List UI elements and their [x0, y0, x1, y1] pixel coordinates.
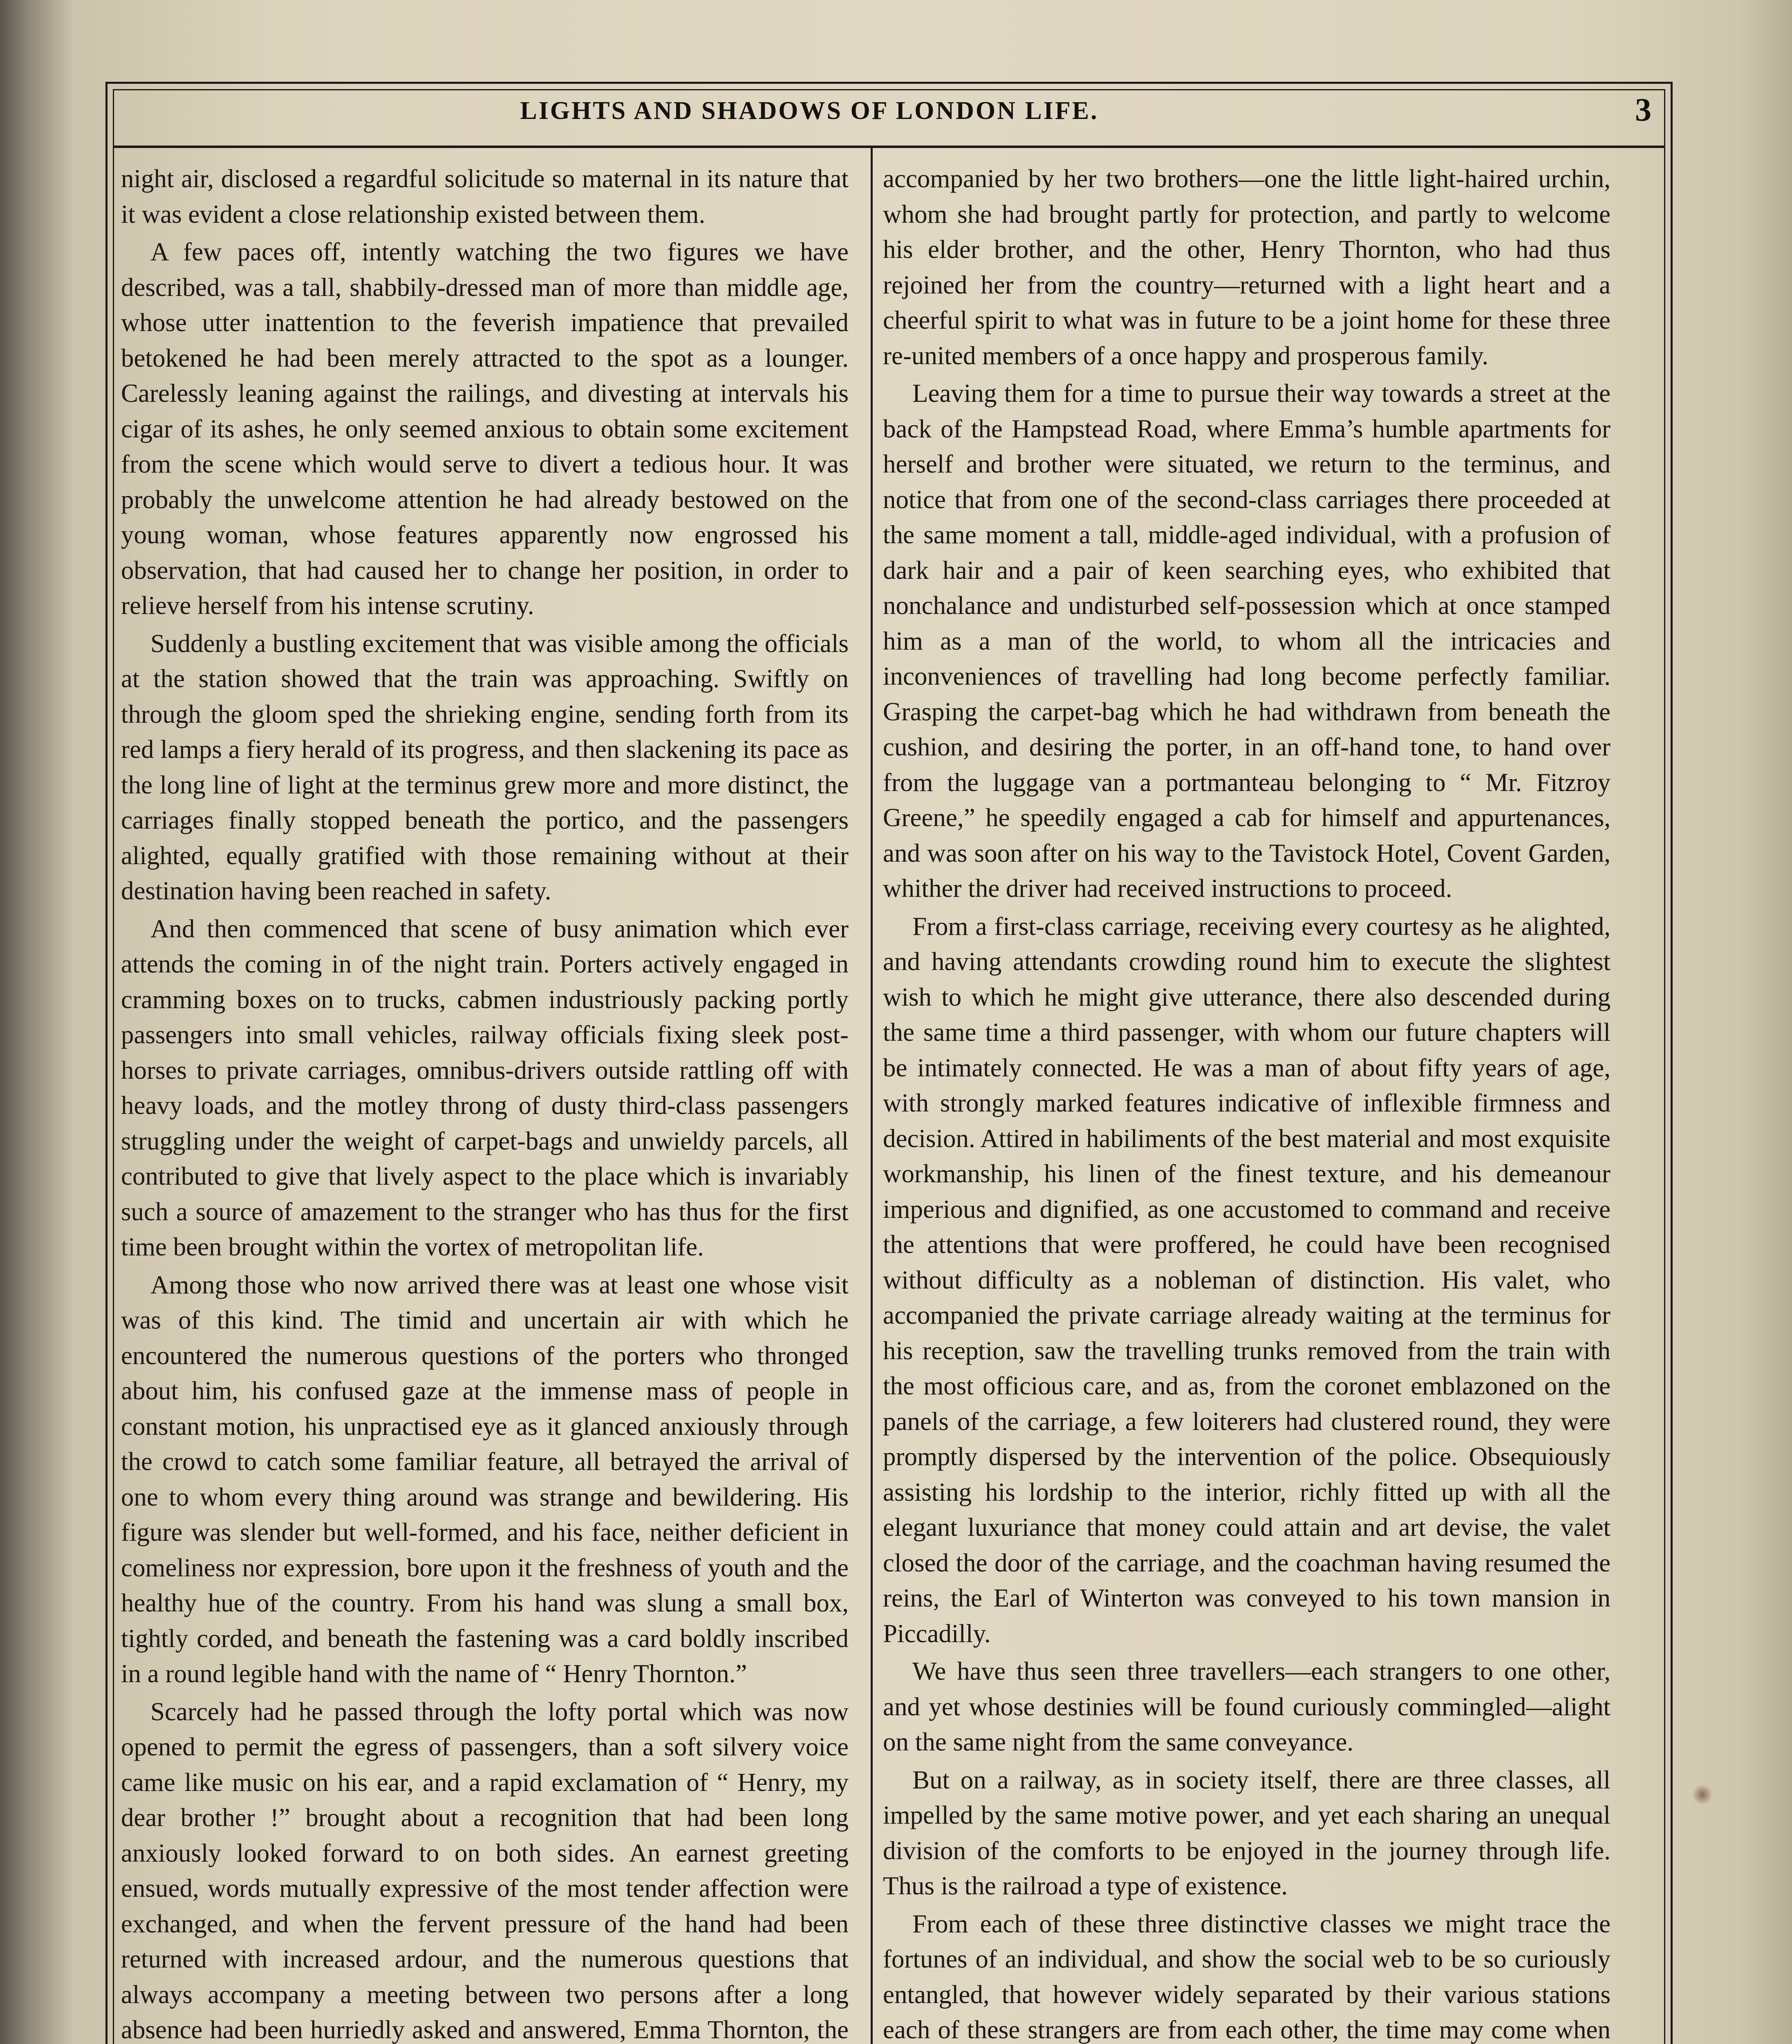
- column-divider: [871, 148, 873, 2044]
- paragraph: And then commenced that scene of busy animation which ever attends the coming in of the night train. Porters actively engaged in cramming boxes on to trucks, cabmen industriously packing portly passengers into small vehicles, railway officials fixing sleek post-horses to private carriages, omnibus-drivers outside rattling off with heavy loads, and the motley throng of dusty third-class passengers struggling under the weight of carpet-bags and unwieldy parcels, all contributed to give that lively aspect to the place which is invariably such a source of amazement to the stranger who has thus for the first time been brought within the vortex of metropolitan life.: [121, 914, 849, 1261]
- paragraph: But on a railway, as in society itself, there are three classes, all impelled by the same motive power, and yet each sharing an unequal division of the comforts to be enjoyed in the journey through life. Thus is the railroad a type of existence.: [883, 1765, 1611, 1900]
- page-number: 3: [1635, 92, 1651, 128]
- paragraph: accompanied by her two brothers—one the little light-haired urchin, whom she had brought partly for protection, and partly to welcome his elder brother, and the other, Henry Thornton, who had thus rejoined her from the country—returned with a light heart and a cheerful spirit to what was in future to be a joint home for these three re-united members of a once happy and prosperous family.: [883, 164, 1611, 370]
- paragraph: We have thus seen three travellers—each strangers to one other, and yet whose destinies will be found curiously commingled—alight on the same night from the same conveyance.: [883, 1657, 1611, 1756]
- paragraph: Suddenly a bustling excitement that was visible among the officials at the station showed that the train was approaching. Swiftly on through the gloom sped the shrieking engine, sending forth from its red lamps a fiery herald of its progress, and then slackening its pace as the long line of light at the terminus grew more and more distinct, the carriages finally stopped beneath the portico, and the passengers alighted, equally gratified with those remaining without at their destination having been reached in safety.: [121, 629, 849, 905]
- paragraph: From each of these three distinctive classes we might trace the fortunes of an individual, and show the social web to be so curiously entangled, that however widely separated by their various stations each of these strangers are from each other, the time may come when: [883, 1909, 1611, 2044]
- text-column-left: [121, 161, 849, 2044]
- text-column-right: [883, 161, 1611, 2044]
- paragraph: A few paces off, intently watching the two figures we have described, was a tall, shabbily-dressed man of more than middle age, whose utter inattention to the feverish impatience that prevailed betokened he had been merely attracted to the spot as a lounger. Carelessly leaning against the railings, and divesting at intervals his cigar of its ashes, he only seemed anxious to obtain some excitement from the scene which would serve to divert a tedious hour. It was probably the unwelcome attention he had already bestowed on the young woman, whose features apparently now engrossed his observation, that had caused her to change her position, in order to relieve herself from his intense scrutiny.: [121, 238, 849, 620]
- paragraph: From a first-class carriage, receiving every courtesy as he alighted, and having attendants crowding round him to execute the slightest wish to which he might give utterance, there also descended during the same time a third passenger, with whom our future chapters will be intimately connected. He was a man of about fifty years of age, with strongly marked features indicative of inflexible firmness and decision. Attired in habiliments of the best material and most exquisite workmanship, his linen of the finest texture, and his demeanour imperious and dignified, as one accustomed to command and receive the attentions that were proffered, he could have been recognised without difficulty as a nobleman of distinction. His valet, who accompanied the private carriage already waiting at the terminus for his reception, saw the travelling trunks removed from the train with the most officious care, and as, from the coronet emblazoned on the panels of the carriage, a few loiterers had clustered round, they were promptly dispersed by the intervention of the police. Obsequiously assisting his lordship to the interior, richly fitted up with all the elegant luxuriance that money could attain and art devise, the valet closed the door of the carriage, and the coachman having resumed the reins, the Earl of Winterton was conveyed to his town mansion in Piccadilly.: [883, 912, 1611, 1648]
- paragraph: Leaving them for a time to pursue their way towards a street at the back of the Hampstead Road, where Emma’s humble apartments for herself and brother were situated, we return to the terminus, and notice that from one of the second-class carriages there proceeded at the same moment a tall, middle-aged individual, with a profusion of dark hair and a pair of keen searching eyes, who exhibited that nonchalance and undisturbed self-possession which at once stamped him as a man of the world, to whom all the intricacies and inconveniences of travelling had long become perfectly familiar. Grasping the carpet-bag which he had withdrawn from beneath the cushion, and desiring the porter, in an off-hand tone, to hand over from the luggage van a portmanteau belonging to “ Mr. Fitzroy Greene,” he speedily engaged a cab for himself and appurtenances, and was soon after on his way to the Tavistock Hotel, Covent Garden, whither the driver had received instructions to proceed.: [883, 379, 1611, 903]
- running-title: LIGHTS AND SHADOWS OF LONDON LIFE.: [520, 97, 1099, 125]
- header-rule: [113, 146, 1665, 148]
- paragraph: night air, disclosed a regardful solicitude so maternal in its nature that it was evident a close relationship existed between them.: [121, 164, 849, 229]
- paragraph: Among those who now arrived there was at least one whose visit was of this kind. The timid and uncertain air with which he encountered the numerous questions of the porters who thronged about him, his confused gaze at the immense mass of people in constant motion, his unpractised eye as it glanced anxiously through the crowd to catch some familiar feature, all betrayed the arrival of one to whom every thing around was strange and bewildering. His figure was slender but well-formed, and his face, neither deficient in comeliness nor expression, bore upon it the freshness of youth and the healthy hue of the country. From his hand was slung a small box, tightly corded, and beneath the fastening was a card boldly inscribed in a round legible hand with the name of “ Henry Thornton.”: [121, 1270, 849, 1688]
- paper-stain: [1692, 1784, 1713, 1805]
- paragraph: Scarcely had he passed through the lofty portal which was now opened to permit the egress of passengers, than a soft silvery voice came like music on his ear, and a rapid exclamation of “ Henry, my dear brother !” brought about a recognition that had been long anxiously looked forward to on both sides. An earnest greeting ensued, words mutually expressive of the most tender affection were exchanged, and when the fervent pressure of the hand had been returned with increased ardour, and the numerous questions that always accompany a meeting between two persons after a long absence had been hurriedly asked and answered, Emma Thornton, the: [121, 1697, 849, 2044]
